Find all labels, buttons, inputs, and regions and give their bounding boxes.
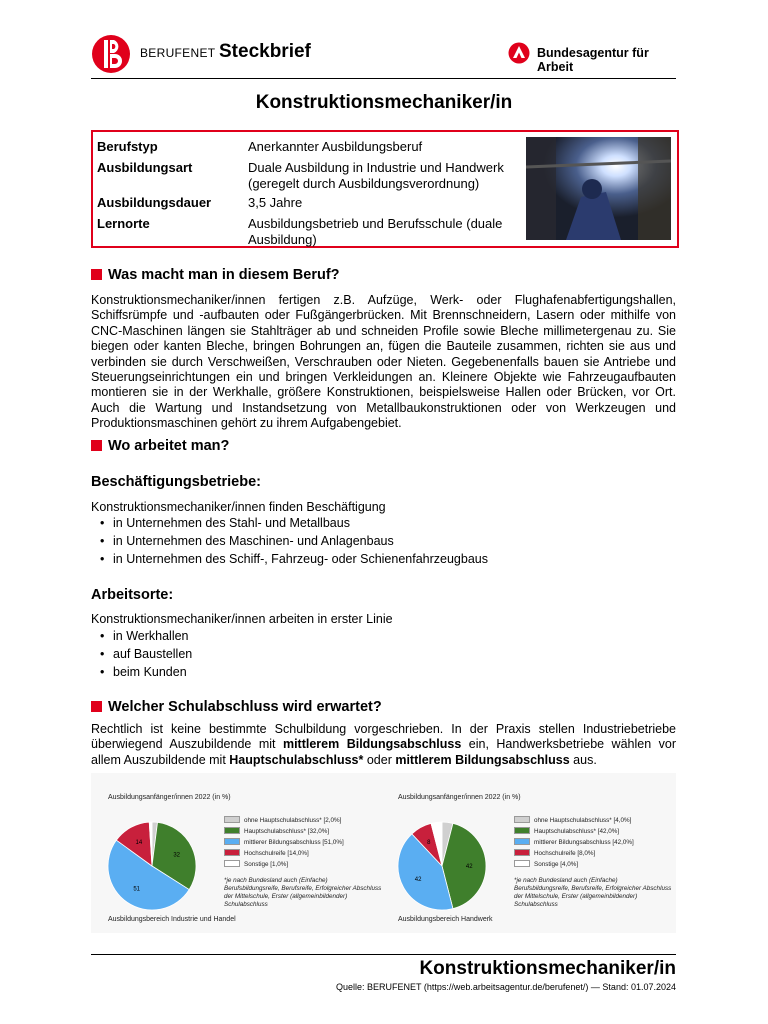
list-intro: Konstruktionsmechaniker/innen arbeiten in erster Linie: [91, 612, 393, 626]
page-header: [91, 34, 676, 79]
section-heading: Wo arbeitet man?: [91, 438, 229, 454]
list-item: • in Unternehmen des Maschinen- und Anlagenbaus: [100, 534, 394, 548]
section-heading: Welcher Schulabschluss wird erwartet?: [91, 699, 382, 715]
profile-value: Duale Ausbildung in Industrie und Handwerk (geregelt durch Ausbildungsverordnung): [248, 160, 504, 191]
agency-name: Bundesagentur für Arbeit: [537, 46, 649, 74]
legend-entry: mittlerer Bildungsabschluss [42,0%]: [514, 838, 634, 849]
profile-key: Berufstyp: [97, 139, 158, 154]
legend-entry: Hochschulreife [8,0%]: [514, 849, 634, 860]
list-item: • beim Kunden: [100, 665, 187, 679]
legend-entry: ohne Hauptschulabschluss* [4,0%]: [514, 816, 634, 827]
profile-value: 3,5 Jahre: [248, 195, 303, 210]
footer-title: Konstruktionsmechaniker/in: [419, 958, 676, 979]
list-item: • auf Baustellen: [100, 647, 193, 661]
brand-name: BERUFENET: [140, 46, 216, 60]
section-heading: Was macht man in diesem Beruf?: [91, 267, 340, 283]
pie-data-label: 14: [135, 840, 143, 847]
pie-chart: [397, 821, 487, 911]
footer-rule: [91, 954, 676, 955]
profile-value: Anerkannter Ausbildungsberuf: [248, 139, 423, 154]
job-description: Konstruktionsmechaniker/innen fertigen z.B. Aufzüge, Werk- oder Flughafenabfertigungshallen, Schiffsrümpfe und -aufbauten oder Fußgängerbrücken. Mit Brennschneidern, Lasern oder mithilfe von CNC-Maschinen längen sie Stahlträger ab und schneiden Profile sowie Bleche millimetergenau zu. Sie biegen oder kanten Bleche, bringen Bohrungen an, fügen die Bauteile zusammen, richten sie aus und verbinden sie durch Verschweißen, Verschrauben oder Nieten. Gegebenenfalls bauen sie Antriebe und Steuerungseinrichtungen ein und bringen Verkleidungen an. Kleinere Objekte wie Fahrzeugaufbauten montieren sie in der Werkhalle, größere Konstruktionen, beispielsweise Hallen oder Brücken, vor Ort. Auch die Wartung und Instandsetzung von Metallbaukonstruktionen oder von Werkzeugen und Produktionsmaschinen gehört zu ihrem Aufgabengebiet.: [91, 293, 676, 431]
legend-entry: Sonstige [1,0%]: [224, 860, 344, 871]
pie-data-label: 8: [427, 840, 431, 847]
footer-source: Quelle: BERUFENET (https://web.arbeitsagentur.de/berufenet/) — Stand: 01.07.2024: [335, 982, 676, 992]
page-title: Konstruktionsmechaniker/in: [255, 92, 513, 113]
profile-value: Ausbildungsbetrieb und Berufsschule (duale Ausbildung): [248, 216, 503, 247]
agency-logo-icon: [508, 42, 530, 64]
doc-type: Steckbrief: [219, 41, 311, 62]
workplace-list: [100, 627, 192, 681]
legend-entry: Hochschulreife [14,0%]: [224, 849, 344, 860]
list-item: • in Unternehmen des Stahl- und Metallbaus: [100, 516, 350, 530]
legend-entry: mittlerer Bildungsabschluss [51,0%]: [224, 838, 344, 849]
charts-panel: [91, 773, 676, 933]
chart-caption: Ausbildungsbereich Handwerk: [398, 916, 493, 923]
list-item: • in Unternehmen des Schiff-, Fahrzeug- oder Schienenfahrzeugbaus: [100, 552, 488, 566]
legend-swatch: [224, 849, 240, 856]
legend-swatch: [224, 827, 240, 834]
red-square-icon: [91, 701, 102, 712]
legend-swatch: [514, 838, 530, 845]
profile-key: Ausbildungsart: [97, 160, 193, 175]
legend-entry: Hauptschulabschluss* [42,0%]: [514, 827, 634, 838]
pie-data-label: 42: [414, 877, 422, 884]
red-square-icon: [91, 269, 102, 280]
pie-data-label: 32: [173, 852, 181, 859]
subsection-heading: Beschäftigungsbetriebe:: [91, 474, 261, 490]
welding-image-icon: [526, 137, 671, 240]
list-item: • in Werkhallen: [100, 629, 189, 643]
chart-footnote: *je nach Bundesland auch (Einfache) Berufsbildungsreife, Berufsreife, Erfolgreicher Abschluss der Mittelschule, Erster (allgemeinbildender) Schulabschluss: [514, 877, 672, 908]
chart-title: Ausbildungsanfänger/innen 2022 (in %): [108, 794, 231, 801]
red-square-icon: [91, 440, 102, 451]
legend-swatch: [514, 827, 530, 834]
legend-swatch: [224, 860, 240, 867]
legend-entry: Hauptschulabschluss* [32,0%]: [224, 827, 344, 838]
profile-key: Lernorte: [97, 216, 150, 231]
chart-caption: Ausbildungsbereich Industrie und Handel: [108, 916, 236, 923]
legend-swatch: [224, 838, 240, 845]
subsection-heading: Arbeitsorte:: [91, 587, 174, 603]
legend-swatch: [514, 860, 530, 867]
berufenet-logo-icon: [91, 34, 131, 74]
profile-key: Ausbildungsdauer: [97, 195, 212, 210]
chart-footnote: *je nach Bundesland auch (Einfache) Berufsbildungsreife, Berufsreife, Erfolgreicher Abschluss der Mittelschule, Erster (allgemeinbildender) Schulabschluss: [224, 877, 382, 908]
chart-legend: [224, 816, 344, 871]
welder-photo: [526, 137, 671, 240]
pie-data-label: 42: [465, 864, 473, 870]
list-intro: Konstruktionsmechaniker/innen finden Beschäftigung: [91, 500, 386, 514]
legend-swatch: [514, 816, 530, 823]
pie-chart: [107, 821, 197, 911]
legend-entry: ohne Hauptschulabschluss* [2,0%]: [224, 816, 344, 827]
employer-list: [100, 514, 488, 568]
legend-swatch: [514, 849, 530, 856]
chart-industrie: [91, 773, 381, 933]
school-requirements: Rechtlich ist keine bestimmte Schulbildung vorgeschrieben. In der Praxis stellen Industriebetriebe überwiegend Auszubildende mit mittlerem Bildungsabschluss ein, Handwerksbetriebe wählen vor allem Auszubildende mit Hauptschulabschluss* oder mittlerem Bildungsabschluss aus.: [91, 722, 676, 767]
profile-box: [91, 130, 679, 248]
legend-swatch: [224, 816, 240, 823]
chart-handwerk: [381, 773, 671, 933]
pie-data-label: 51: [133, 886, 141, 893]
chart-legend: [514, 816, 634, 871]
legend-entry: Sonstige [4,0%]: [514, 860, 634, 871]
chart-title: Ausbildungsanfänger/innen 2022 (in %): [398, 794, 521, 801]
